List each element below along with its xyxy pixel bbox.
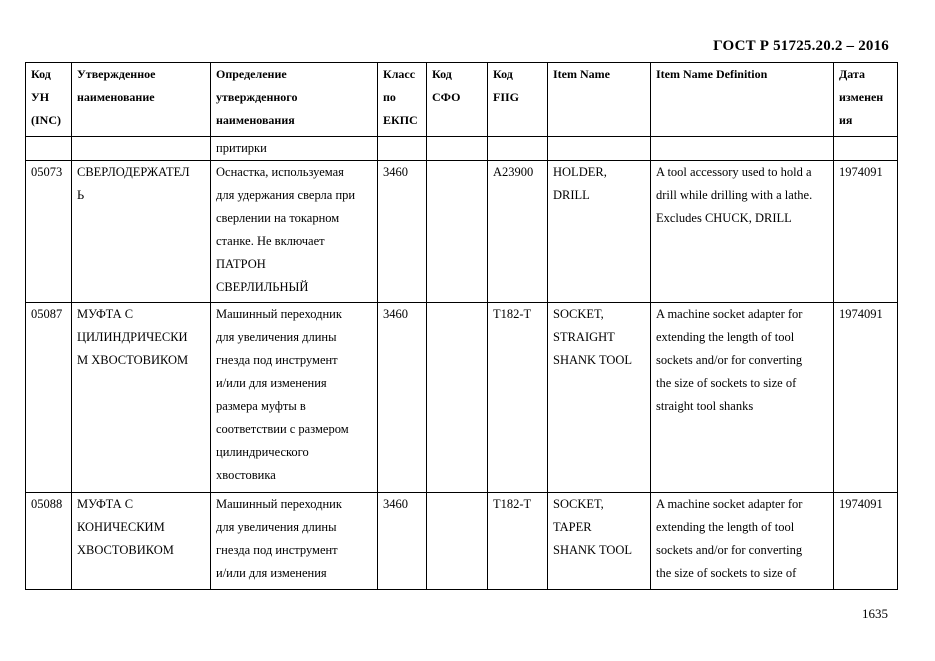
definition-cell: притирки [211,137,378,161]
fiig-code-cell: T182-T [488,493,548,590]
table-row-continuation [26,137,898,161]
sfo-code-cell [427,493,488,590]
header-inc-code: Код УН (INC) [26,63,72,137]
sfo-code-cell [427,161,488,303]
sfo-code-cell [427,303,488,493]
header-definition: Определение утвержденного наименования [211,63,378,137]
approved-name-cell: СВЕРЛОДЕРЖАТЕЛ Ь [72,161,211,303]
document-standard-header: ГОСТ Р 51725.20.2 – 2016 [713,38,889,54]
approved-name-cell: МУФТА С КОНИЧЕСКИМ ХВОСТОВИКОМ [72,493,211,590]
header-change-date: Дата изменен ия [834,63,898,137]
fiig-code-cell: T182-T [488,303,548,493]
item-name-definition-cell: A tool accessory used to hold a drill while drilling with a lathe. Excludes CHUCK, DRILL [651,161,834,303]
fiig-code-cell: A23900 [488,161,548,303]
table-row [26,493,898,590]
item-name-cell: HOLDER, DRILL [548,161,651,303]
header-ekps-class: Класс по ЕКПС [378,63,427,137]
ekps-class-cell: 3460 [378,493,427,590]
ekps-class-cell: 3460 [378,161,427,303]
change-date-cell: 1974091 [834,303,898,493]
table-row [26,303,898,493]
ekps-class-cell: 3460 [378,303,427,493]
classification-table [25,62,898,590]
page-number: 1635 [862,606,888,621]
change-date-cell: 1974091 [834,493,898,590]
table-header-row [26,63,898,137]
inc-code-cell: 05088 [26,493,72,590]
item-name-cell: SOCKET, TAPER SHANK TOOL [548,493,651,590]
header-fiig-code: Код FIIG [488,63,548,137]
header-item-name-definition: Item Name Definition [651,63,834,137]
change-date-cell: 1974091 [834,161,898,303]
approved-name-cell: МУФТА С ЦИЛИНДРИЧЕСКИ М ХВОСТОВИКОМ [72,303,211,493]
item-name-definition-cell: A machine socket adapter for extending the length of tool sockets and/or for converting the size of sockets to size of straight tool shanks [651,303,834,493]
inc-code-cell: 05073 [26,161,72,303]
table-row [26,161,898,303]
item-name-cell: SOCKET, STRAIGHT SHANK TOOL [548,303,651,493]
header-approved-name: Утвержденное наименование [72,63,211,137]
item-name-definition-cell: A machine socket adapter for extending the length of tool sockets and/or for converting the size of sockets to size of [651,493,834,590]
definition-cell: Машинный переходник для увеличения длины гнезда под инструмент и/или для изменения размера муфты в соответствии с размером цилиндрического хвостовика [211,303,378,493]
header-sfo-code: Код СФО [427,63,488,137]
definition-cell: Оснастка, используемая для удержания сверла при сверлении на токарном станке. Не включает ПАТРОН СВЕРЛИЛЬНЫЙ [211,161,378,303]
header-item-name: Item Name [548,63,651,137]
inc-code-cell: 05087 [26,303,72,493]
definition-cell: Машинный переходник для увеличения длины гнезда под инструмент и/или для изменения [211,493,378,590]
